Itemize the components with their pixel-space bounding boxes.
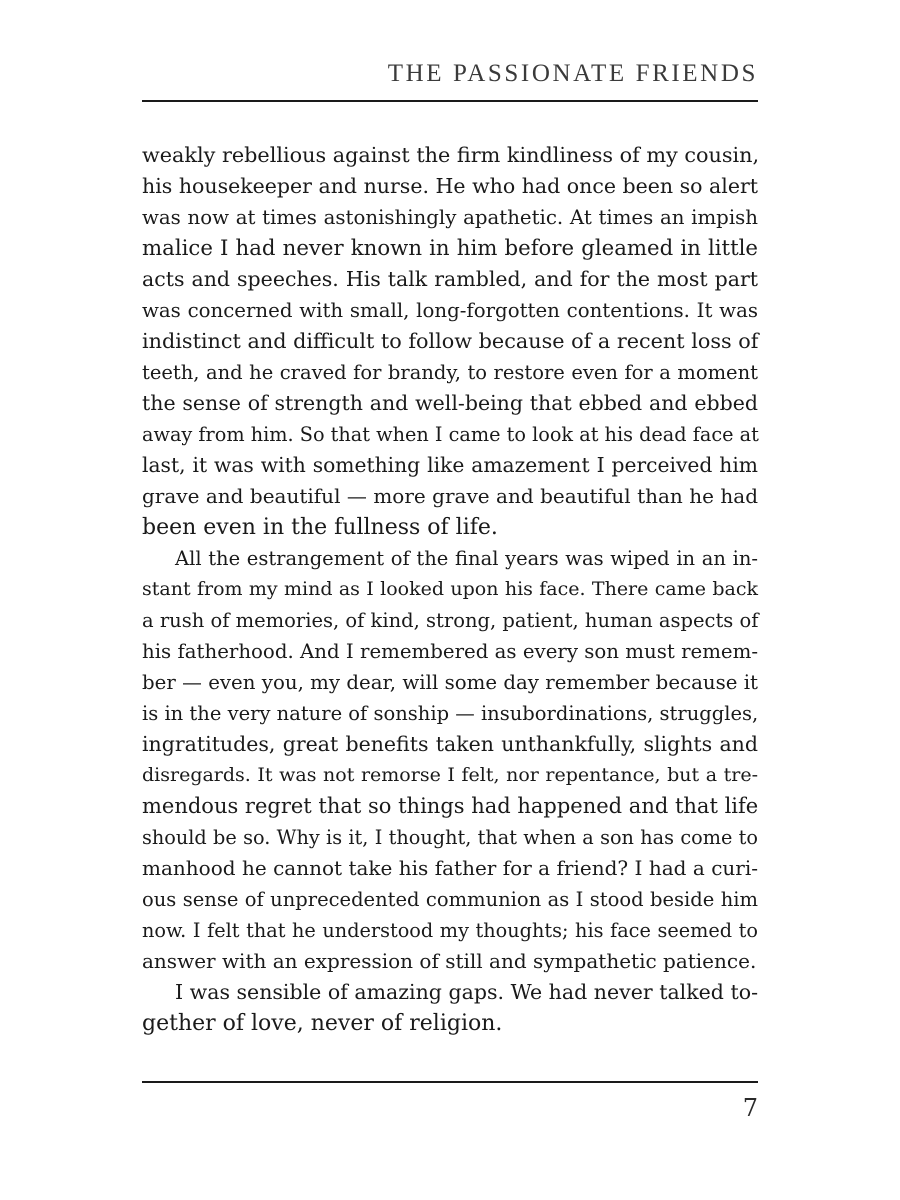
text-line: mendous regret that so things had happened and that life — [142, 794, 759, 818]
text-line: answer with an expression of still and sympathetic patience. — [142, 949, 757, 973]
text-line: stant from my mind as I looked upon his face. There came back — [142, 578, 758, 600]
body-text — [142, 140, 758, 1039]
paragraph-3 — [142, 977, 758, 1039]
text-line: indistinct and difficult to follow because of a recent loss of — [142, 329, 759, 353]
page-number: 7 — [742, 1094, 758, 1122]
text-line: was concerned with small, long-forgotten contentions. It was — [142, 299, 758, 322]
text-line: his fatherhood. And I remembered as every son must remem- — [142, 640, 759, 663]
header-rule — [142, 100, 758, 102]
footer-rule — [142, 1081, 758, 1083]
running-head-title: THE PASSIONATE FRIENDS — [387, 60, 758, 87]
text-line: his housekeeper and nurse. He who had once been so alert — [142, 174, 758, 198]
text-line: is in the very nature of sonship — insubordinations, struggles, — [142, 702, 759, 725]
text-line: been even in the fullness of life. — [142, 515, 498, 540]
text-line: ingratitudes, great benefits taken unthankfully, slights and — [142, 732, 758, 756]
text-line: now. I felt that he understood my thoughts; his face seemed to — [142, 919, 758, 942]
text-line: away from him. So that when I came to look at his dead face at — [142, 423, 759, 446]
text-line: a rush of memories, of kind, strong, patient, human aspects of — [142, 609, 759, 632]
text-line: grave and beautiful — more grave and beautiful than he had — [142, 484, 758, 508]
text-line: should be so. Why is it, I thought, that when a son has come to — [142, 826, 758, 849]
text-line: ous sense of unprecedented communion as I stood beside him — [142, 888, 758, 911]
text-line: gether of love, never of religion. — [142, 1011, 503, 1036]
paragraph-1 — [142, 140, 758, 543]
text-line: manhood he cannot take his father for a friend? I had a curi- — [142, 856, 758, 880]
text-line: I was sensible of amazing gaps. We had never talked to- — [175, 980, 758, 1004]
text-line: the sense of strength and well-being that ebbed and ebbed — [142, 391, 758, 415]
text-line: teeth, and he craved for brandy, to restore even for a moment — [142, 361, 758, 384]
text-line: was now at times astonishingly apathetic. At times an impish — [142, 206, 758, 229]
paragraph-2 — [142, 543, 758, 977]
text-line: acts and speeches. His talk rambled, and for the most part — [142, 267, 758, 291]
text-line: disregards. It was not remorse I felt, nor repentance, but a tre- — [142, 764, 758, 786]
text-line: weakly rebellious against the firm kindliness of my cousin, — [142, 143, 760, 167]
text-line: All the estrangement of the final years was wiped in an in- — [175, 547, 758, 570]
text-line: last, it was with something like amazement I perceived him — [142, 453, 758, 477]
text-line: malice I had never known in him before gleamed in little — [142, 236, 758, 261]
text-line: ber — even you, my dear, will some day remember because it — [142, 671, 758, 694]
